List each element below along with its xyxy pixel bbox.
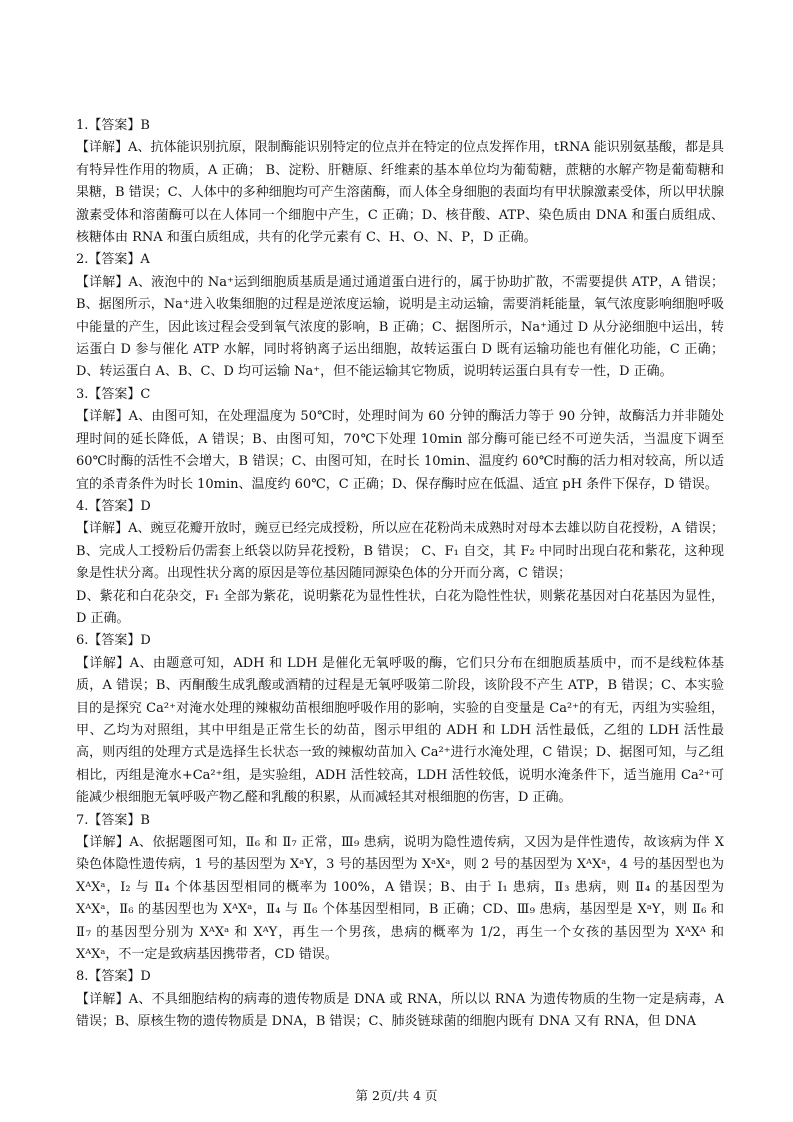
answer-item-7 (76, 810, 724, 967)
explanation-paragraph: 【详解】A、抗体能识别抗原，限制酶能识别特定的位点并在特定的位点发挥作用，tRNA 能识别氨基酸，都是具有特异性作用的物质，A 正确； B、淀粉、肝糖原、纤维素的基本单位均为葡萄糖，蔗糖的水解产物是葡萄糖和果糖，B 错误；C、人体中的多种细胞均可产生溶菌酶，而人体全身细胞的表面均有甲状腺激素受体，所以甲状腺激素受体和溶菌酶可以在人体同一个细胞中产生，C 正确；D、核苷酸、ATP、染色质由 DNA 和蛋白质组成、核糖体由 RNA 和蛋白质组成，共有的化学元素有 C、H、O、N、P，D 正确。 (76, 140, 724, 246)
explanation-paragraph: 【详解】A、由题意可知，ADH 和 LDH 是催化无氧呼吸的酶，它们只分布在细胞质基质中，而不是线粒体基质，A 错误；B、丙酮酸生成乳酸或酒精的过程是无氧呼吸第二阶段，该阶段不产生 ATP，B 错误；C、本实验目的是探究 Ca²⁺对淹水处理的辣椒幼苗根细胞呼吸作用的影响，实验的自变量是 Ca²⁺的有无，丙组为实验组，甲、乙均为对照组，其中甲组是正常生长的幼苗，图示甲组的 ADH 和 LDH 活性最低，乙组的 LDH 活性最高，则丙组的处理方式是选择生长状态一致的辣椒幼苗加入 Ca²⁺进行水淹处理，C 错误；D、据图可知，与乙组相比，丙组是淹水+Ca²⁺组，是实验组，ADH 活性较高，LDH 活性较低，说明水淹条件下，适当施用 Ca²⁺可能减少根细胞无氧呼吸产物乙醛和乳酸的积累，从而减轻其对根细胞的伤害，D 正确。 (76, 655, 724, 806)
explanation-paragraph: 【详解】A、由图可知，在处理温度为 50℃时，处理时间为 60 分钟的酶活力等于 90 分钟，故酶活力并非随处理时间的延长降低，A 错误；B、由图可知，70℃下处理 10min 部分酶可能已经不可逆失活，当温度下调至 60℃时酶的活性不会增大，B 错误；C、由图可知，在时长 10min、温度约 60℃时酶的活力相对较高，所以适宜的杀青条件为时长 10min、温度约 60℃，C 正确；D、保存酶时应在低温、适宜 pH 条件下保存，D 错误。 (76, 409, 724, 492)
answer-document (76, 115, 724, 1034)
answer-item-3 (76, 384, 724, 496)
answer-line: 6.【答案】D (76, 633, 151, 649)
explanation-paragraph: 【详解】A、液泡中的 Na⁺运到细胞质基质是通过通道蛋白进行的，属于协助扩散，不需要提供 ATP，A 错误；B、据图所示，Na⁺进入收集细胞的过程是逆浓度运输，说明是主动运输，需要消耗能量，氧气浓度影响细胞呼吸中能量的产生，因此该过程会受到氧气浓度的影响，B 正确；C、据图所示，Na⁺通过 D 从分泌细胞中运出，转运蛋白 D 参与催化 ATP 水解，同时将钠离子运出细胞，故转运蛋白 D 既有运输功能也有催化功能，C 正确；D、转运蛋白 A、B、C、D 均可运输 Na⁺，但不能运输其它物质，说明转运蛋白具有专一性，D 正确。 (76, 274, 724, 380)
page-number-footer: 第 2页/共 4 页 (355, 1088, 438, 1103)
answer-item-4 (76, 496, 724, 630)
answer-line: 3.【答案】C (76, 386, 151, 402)
answer-item-2 (76, 249, 724, 383)
answer-line: 4.【答案】D (76, 498, 151, 514)
answer-item-6 (76, 630, 724, 809)
explanation-paragraph: 【详解】A、不具细胞结构的病毒的遗传物质是 DNA 或 RNA，所以以 RNA 为遗传物质的生物一定是病毒，A 错误；B、原核生物的遗传物质是 DNA，B 错误；C、肺炎链球菌的细胞内既有 DNA 又有 RNA，但 DNA (76, 991, 724, 1030)
answer-line: 8.【答案】D (76, 969, 151, 985)
answer-line: 2.【答案】A (76, 252, 150, 268)
explanation-paragraph: 【详解】A、依据题图可知，Ⅱ₆ 和 Ⅱ₇ 正常，Ⅲ₉ 患病，说明为隐性遗传病，又因为是伴性遗传，故该病为伴 X 染色体隐性遗传病，1 号的基因型为 XᵃY，3 号的基因型为 XᵃXᵃ，则 2 号的基因型为 XᴬXᵃ，4 号的基因型也为 XᴬXᵃ，I₂ 与 Ⅱ₄ 个体基因型相同的概率为 100%，A 错误；B、由于 I₁ 患病，Ⅱ₃ 患病，则 Ⅱ₄ 的基因型为 XᴬXᵃ，Ⅱ₆ 的基因型也为 XᴬXᵃ，Ⅱ₄ 与 Ⅱ₆ 个体基因型相同，B 正确；CD、Ⅲ₉ 患病，基因型是 XᵃY，则 Ⅱ₆ 和 Ⅱ₇ 的基因型分别为 XᴬXᵃ 和 XᴬY，再生一个男孩，患病的概率为 1/2，再生一个女孩的基因型为 XᴬXᴬ 和 XᴬXᵃ，不一定是致病基因携带者，CD 错误。 (76, 835, 724, 963)
explanation-paragraph: 【详解】A、豌豆花瓣开放时，豌豆已经完成授粉，所以应在花粉尚未成熟时对母本去雄以防自花授粉，A 错误；B、完成人工授粉后仍需套上纸袋以防异花授粉，B 错误； C、F₁ 自交，其 F₂ 中同时出现白花和紫花，这种现象是性状分离。出现性状分离的原因是等位基因随同源染色体的分开而分离，C 错误； (76, 521, 724, 582)
answer-line: 1.【答案】B (76, 118, 150, 133)
answer-item-1 (76, 115, 724, 249)
explanation-paragraph-continued: D、紫花和白花杂交，F₁ 全部为紫花，说明紫花为显性性状，白花为隐性性状，则紫花基因对白花基因为显性，D 正确。 (76, 588, 724, 626)
answer-line: 7.【答案】B (76, 812, 150, 828)
answer-item-8 (76, 966, 724, 1033)
